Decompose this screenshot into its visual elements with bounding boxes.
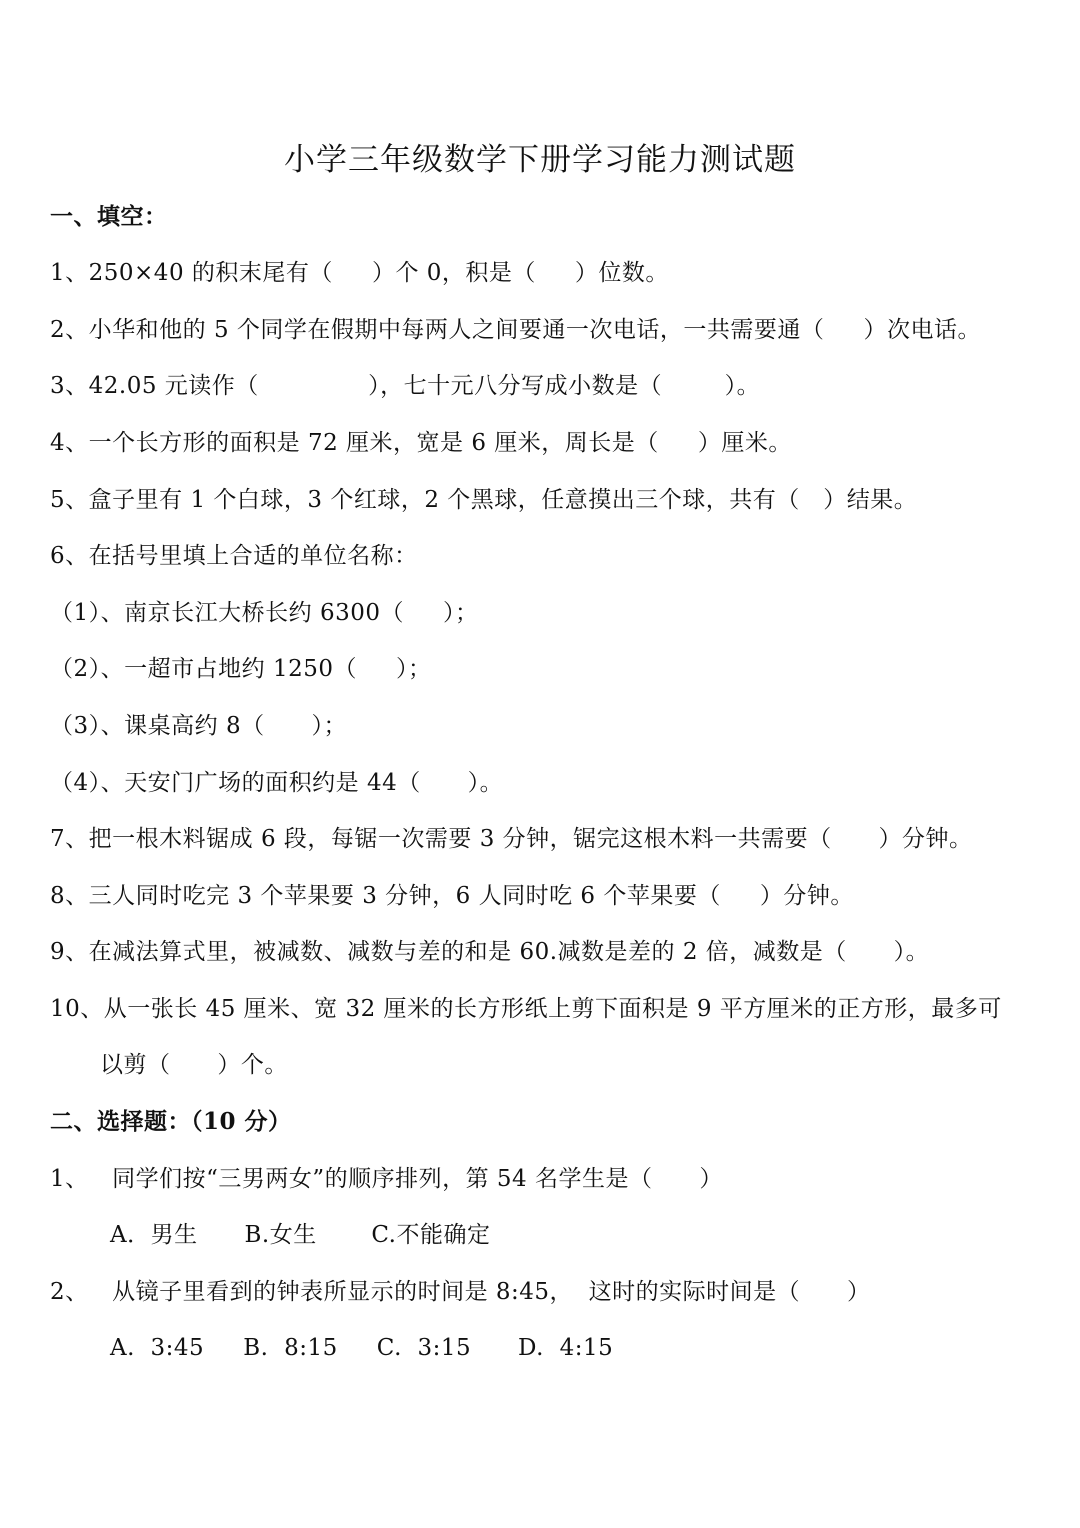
question-1-6-part-2: （2）、一超市占地约 1250（ ）；	[50, 656, 432, 682]
question-1-9: 9、在减法算式里，被减数、减数与差的和是 60.减数是差的 2 倍，减数是（ ）。	[50, 939, 930, 965]
question-2-2: 2、 从镜子里看到的钟表所显示的时间是 8:45， 这时的实际时间是（ ）	[50, 1279, 871, 1305]
question-1-8: 8、三人同时吃完 3 个苹果要 3 分钟，6 人同时吃 6 个苹果要（ ）分钟。	[50, 883, 854, 909]
question-2-1: 1、 同学们按“三男两女”的顺序排列，第 54 名学生是（ ）	[50, 1166, 723, 1192]
section-2-heading: 二、选择题：（10 分）	[50, 1108, 292, 1135]
question-1-4: 4、一个长方形的面积是 72 厘米，宽是 6 厘米，周长是（ ）厘米。	[50, 430, 792, 456]
question-1-3: 3、42.05 元读作（ ），七十元八分写成小数是（ ）。	[50, 373, 761, 399]
question-1-6-part-1: （1）、南京长江大桥长约 6300（ ）；	[50, 600, 479, 626]
question-1-2: 2、小华和他的 5 个同学在假期中每两人之间要通一次电话，一共需要通（ ）次电话。	[50, 317, 981, 343]
question-2-2-options: A. 3:45 B. 8:15 C. 3:15 D. 4:15	[110, 1335, 614, 1361]
question-2-1-options: A．男生 B.女生 C.不能确定	[110, 1222, 491, 1248]
question-1-5: 5、盒子里有 1 个白球，3 个红球，2 个黑球，任意摸出三个球，共有（ ）结果。	[50, 487, 918, 513]
question-1-7: 7、把一根木料锯成 6 段，每锯一次需要 3 分钟，锯完这根木料一共需要（ ）分钟。	[50, 826, 973, 852]
page-title: 小学三年级数学下册学习能力测试题	[284, 142, 796, 178]
question-1-6-part-3: （3）、课桌高约 8（ ）；	[50, 713, 347, 739]
question-1-10: 10、从一张长 45 厘米、宽 32 厘米的长方形纸上剪下面积是 9 平方厘米的正方形，最多可	[50, 996, 1002, 1022]
section-1-heading: 一、填空：	[50, 203, 168, 230]
question-1-6: 6、在括号里填上合适的单位名称：	[50, 543, 418, 569]
question-1-6-part-4: （4）、天安门广场的面积约是 44（ ）。	[50, 770, 504, 796]
question-1-10-continued: 以剪（ ）个。	[100, 1052, 288, 1078]
question-1-1: 1、250×40 的积末尾有（ ）个 0，积是（ ）位数。	[50, 260, 669, 286]
